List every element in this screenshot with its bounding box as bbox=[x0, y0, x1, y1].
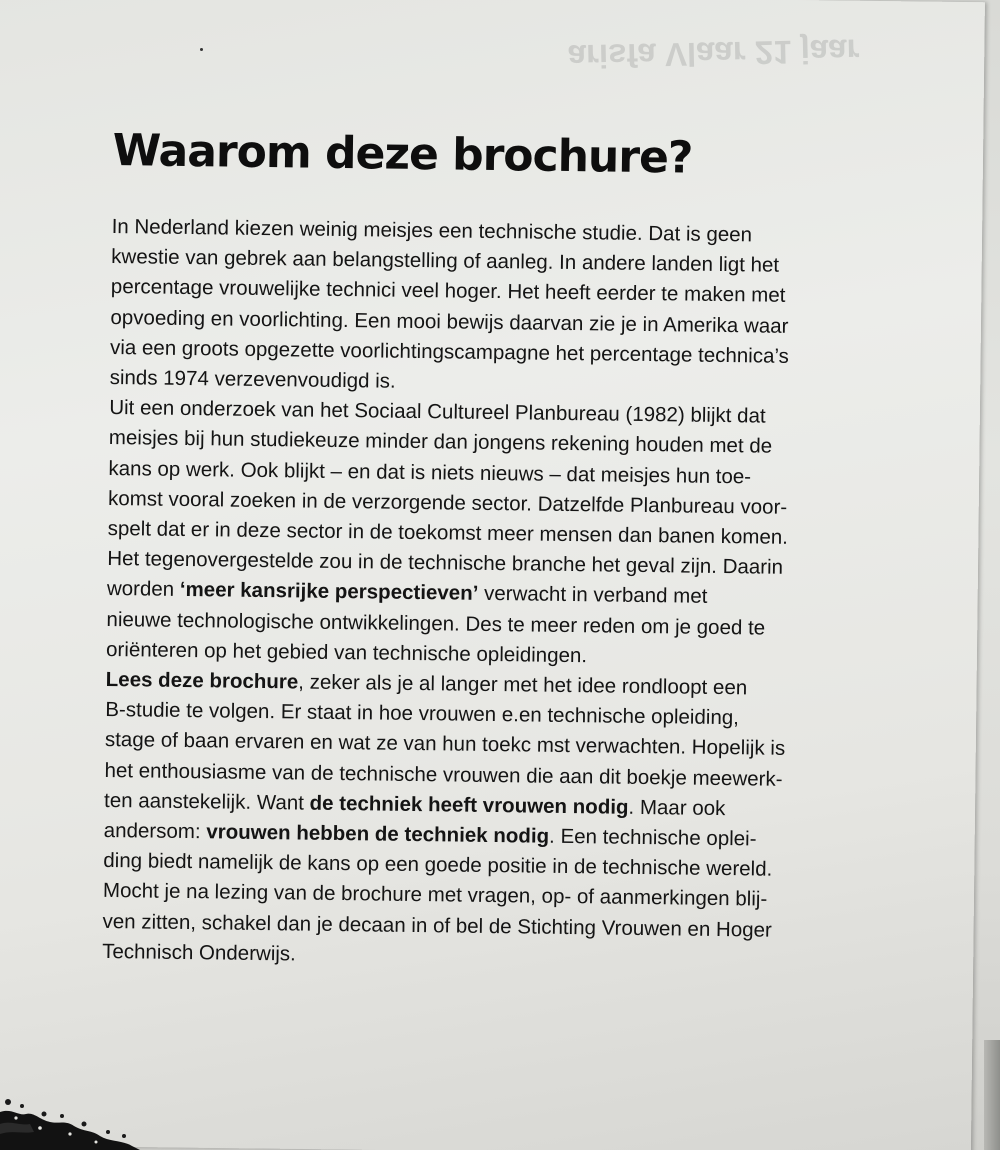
page-title: Waarom deze brochure? bbox=[112, 124, 693, 184]
text-segment: . Maar ook bbox=[628, 795, 726, 820]
text-segment: Uit een onderzoek van het Sociaal Cultureel Planbureau (1982) blijkt dat bbox=[109, 396, 766, 428]
paragraph bbox=[109, 212, 971, 404]
text-segment: . Een technische oplei- bbox=[548, 824, 757, 851]
text-segment: opvoeding en voorlichting. Een mooi bewijs daarvan zie je in Amerika waar bbox=[110, 305, 789, 338]
text-segment: oriënteren op het gebied van technische opleidingen. bbox=[105, 637, 588, 668]
text-segment: andersom: bbox=[103, 819, 207, 844]
ink-splatter-graphic bbox=[0, 1050, 150, 1150]
text-segment: B-studie te volgen. Er staat in hoe vrouwen e.en technische opleiding, bbox=[105, 698, 740, 730]
bleed-through-text bbox=[558, 0, 1000, 147]
paragraph bbox=[106, 393, 969, 676]
text-segment: verwacht in verband met bbox=[478, 582, 708, 609]
text-segment: worden bbox=[106, 577, 180, 602]
text-segment: sinds 1974 verzevenvoudigd is. bbox=[109, 365, 396, 393]
text-segment: Het tegenovergestelde zou in de technische branche het geval zijn. Daarin bbox=[107, 547, 784, 580]
text-segment: , zeker als je al langer met het idee rondloopt een bbox=[298, 670, 748, 700]
text-segment: meisjes bij hun studiekeuze minder dan jongens rekening houden met de bbox=[108, 426, 773, 459]
text-segment: via een groots opgezette voorlichtingscampagne het percentage technica’s bbox=[109, 335, 790, 368]
page-edge-shadow bbox=[984, 1040, 1000, 1150]
emphasis-text: ‘meer kansrijke perspectieven’ bbox=[179, 578, 479, 606]
document-content bbox=[102, 124, 973, 978]
text-segment: nieuwe technologische ontwikkelingen. Des te meer reden om je goed te bbox=[106, 607, 766, 640]
text-segment: spelt dat er in deze sector in de toekomst meer mensen dan banen komen. bbox=[107, 516, 789, 549]
text-segment: Technisch Onderwijs. bbox=[102, 939, 297, 966]
text-segment: ten aanstekelijk. Want bbox=[103, 788, 310, 815]
text-segment: stage of baan ervaren en wat ze van hun toekc mst verwachten. Hopelijk is bbox=[104, 728, 786, 761]
text-segment: ven zitten, schakel dan je decaan in of bel de Stichting Vrouwen en Hoger bbox=[102, 909, 773, 942]
body-text bbox=[102, 212, 972, 978]
text-segment: het enthousiasme van de technische vrouwen die aan dit boekje meewerk- bbox=[104, 758, 783, 791]
text-segment: In Nederland kiezen weinig meisjes een technische studie. Dat is geen bbox=[111, 214, 753, 247]
text-segment: Mocht je na lezing van de brochure met vragen, op- of aanmerkingen blij- bbox=[102, 879, 768, 912]
emphasis-text: vrouwen hebben de techniek nodig bbox=[206, 820, 550, 848]
ink-speck bbox=[200, 48, 203, 51]
text-segment: kans op werk. Ook blijkt – en dat is niets nieuws – dat meisjes hun toe- bbox=[108, 456, 752, 489]
text-segment: ding biedt namelijk de kans op een goede positie in de technische wereld. bbox=[103, 849, 773, 881]
emphasis-text: de techniek heeft vrouwen nodig bbox=[309, 791, 629, 819]
bleed-through-line: arisfa Vlaar 21 jaar bbox=[567, 32, 860, 76]
text-segment: percentage vrouwelijke technici veel hoger. Het heeft eerder te maken met bbox=[110, 275, 786, 308]
text-segment: komst vooral zoeken in de verzorgende sector. Datzelfde Planbureau voor- bbox=[107, 486, 788, 519]
paragraph bbox=[102, 665, 966, 978]
text-segment: kwestie van gebrek aan belangstelling of aanleg. In andere landen ligt het bbox=[111, 245, 780, 277]
emphasis-text: Lees deze brochure bbox=[105, 668, 299, 694]
